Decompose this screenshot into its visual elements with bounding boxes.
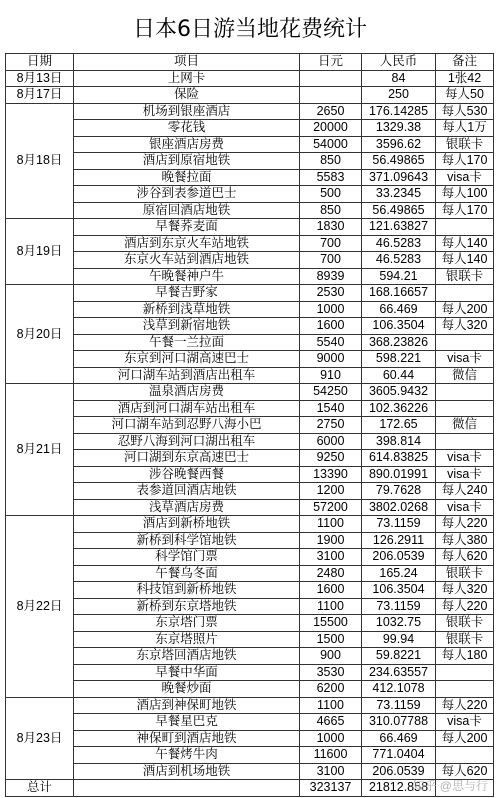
item-cell: 河口湖到东京高速巴士	[74, 450, 300, 467]
note-cell: visa卡	[436, 450, 494, 467]
cny-cell: 56.49865	[362, 153, 436, 170]
jpy-cell: 910	[300, 367, 362, 384]
jpy-cell: 15500	[300, 615, 362, 632]
item-cell: 午餐一兰拉面	[74, 334, 300, 351]
item-cell: 科技馆到新桥地铁	[74, 582, 300, 599]
note-cell: 每人50	[436, 87, 494, 104]
cny-cell: 56.49865	[362, 202, 436, 219]
jpy-cell: 54000	[300, 136, 362, 153]
jpy-cell: 9000	[300, 351, 362, 368]
table-row	[6, 648, 494, 665]
cny-cell: 106.3504	[362, 582, 436, 599]
total-item	[74, 780, 300, 797]
table-row	[6, 433, 494, 450]
jpy-cell: 1830	[300, 219, 362, 236]
note-cell: 每人380	[436, 532, 494, 549]
note-cell: 每人220	[436, 516, 494, 533]
cny-cell: 73.1159	[362, 516, 436, 533]
table-row	[6, 285, 494, 302]
cny-cell: 3605.9432	[362, 384, 436, 401]
cny-cell: 165.24	[362, 565, 436, 582]
expense-table	[5, 53, 494, 797]
cny-cell: 3596.62	[362, 136, 436, 153]
jpy-cell: 5540	[300, 334, 362, 351]
jpy-cell: 1600	[300, 582, 362, 599]
cny-cell: 310.07788	[362, 714, 436, 731]
header-date: 日期	[6, 54, 74, 71]
jpy-cell: 2650	[300, 103, 362, 120]
note-cell: 每人320	[436, 582, 494, 599]
item-cell: 早餐星巴克	[74, 714, 300, 731]
note-cell	[436, 400, 494, 417]
item-cell: 河口湖车站到忍野八海小巴	[74, 417, 300, 434]
item-cell: 原宿回酒店地铁	[74, 202, 300, 219]
item-cell: 早餐吉野家	[74, 285, 300, 302]
table-row	[6, 417, 494, 434]
jpy-cell: 2530	[300, 285, 362, 302]
note-cell: 每人200	[436, 301, 494, 318]
note-cell: 每人1万	[436, 120, 494, 137]
expense-rows	[6, 70, 494, 780]
table-row	[6, 565, 494, 582]
note-cell: 每人220	[436, 697, 494, 714]
table-row	[6, 697, 494, 714]
item-cell: 涉谷晚餐西餐	[74, 466, 300, 483]
table-row	[6, 334, 494, 351]
table-row	[6, 103, 494, 120]
cny-cell: 33.2345	[362, 186, 436, 203]
item-cell: 浅草到新宿地铁	[74, 318, 300, 335]
item-cell: 科学馆门票	[74, 549, 300, 566]
cny-cell: 594.21	[362, 268, 436, 285]
jpy-cell: 850	[300, 202, 362, 219]
table-row	[6, 367, 494, 384]
cny-cell: 1032.75	[362, 615, 436, 632]
item-cell: 上网卡	[74, 70, 300, 87]
cny-cell: 59.8221	[362, 648, 436, 665]
item-cell: 早餐中华面	[74, 664, 300, 681]
date-cell: 8月17日	[6, 87, 74, 104]
note-cell: 每人320	[436, 318, 494, 335]
table-row	[6, 549, 494, 566]
table-row	[6, 301, 494, 318]
jpy-cell: 8939	[300, 268, 362, 285]
note-cell: 银联卡	[436, 136, 494, 153]
item-cell: 晚餐炒面	[74, 681, 300, 698]
note-cell: 每人220	[436, 598, 494, 615]
cny-cell: 106.3504	[362, 318, 436, 335]
watermark: 知乎 @思与行	[412, 779, 488, 793]
table-row	[6, 615, 494, 632]
item-cell: 东京到河口湖高速巴士	[74, 351, 300, 368]
item-cell: 新桥到东京塔地铁	[74, 598, 300, 615]
note-cell: 银联卡	[436, 565, 494, 582]
note-cell: visa卡	[436, 714, 494, 731]
jpy-cell: 3530	[300, 664, 362, 681]
jpy-cell: 1000	[300, 301, 362, 318]
cny-cell: 79.7628	[362, 483, 436, 500]
table-row	[6, 631, 494, 648]
jpy-cell: 13390	[300, 466, 362, 483]
cny-cell: 398.814	[362, 433, 436, 450]
date-cell: 8月23日	[6, 697, 74, 780]
item-cell: 早餐荞麦面	[74, 219, 300, 236]
note-cell	[436, 334, 494, 351]
note-cell: 每人620	[436, 549, 494, 566]
cny-cell: 1329.38	[362, 120, 436, 137]
item-cell: 午餐烤牛肉	[74, 747, 300, 764]
note-cell: 银联卡	[436, 615, 494, 632]
jpy-cell: 1600	[300, 318, 362, 335]
jpy-cell: 20000	[300, 120, 362, 137]
jpy-cell: 1100	[300, 598, 362, 615]
item-cell: 温泉酒店房费	[74, 384, 300, 401]
jpy-cell: 1540	[300, 400, 362, 417]
date-cell: 8月18日	[6, 103, 74, 219]
item-cell: 忍野八海到河口湖出租车	[74, 433, 300, 450]
jpy-cell: 700	[300, 252, 362, 269]
note-cell	[436, 681, 494, 698]
cny-cell: 176.14285	[362, 103, 436, 120]
jpy-cell: 1900	[300, 532, 362, 549]
total-label: 总计	[6, 780, 74, 797]
cny-cell: 172.65	[362, 417, 436, 434]
jpy-cell: 6200	[300, 681, 362, 698]
note-cell: 每人200	[436, 730, 494, 747]
cny-cell: 614.83825	[362, 450, 436, 467]
note-cell	[436, 747, 494, 764]
header-item: 项目	[74, 54, 300, 71]
item-cell: 晚餐拉面	[74, 169, 300, 186]
date-cell: 8月21日	[6, 384, 74, 516]
note-cell	[436, 433, 494, 450]
item-cell: 神保町到酒店地铁	[74, 730, 300, 747]
table-row	[6, 268, 494, 285]
jpy-cell: 500	[300, 186, 362, 203]
table-row	[6, 582, 494, 599]
header-cny: 人民币	[362, 54, 436, 71]
jpy-cell: 850	[300, 153, 362, 170]
table-row	[6, 384, 494, 401]
jpy-cell: 57200	[300, 499, 362, 516]
table-row	[6, 252, 494, 269]
cny-cell: 368.23826	[362, 334, 436, 351]
item-cell: 浅草酒店房费	[74, 499, 300, 516]
note-cell: 每人140	[436, 252, 494, 269]
jpy-cell: 11600	[300, 747, 362, 764]
note-cell: visa卡	[436, 466, 494, 483]
table-row	[6, 714, 494, 731]
table-row	[6, 450, 494, 467]
cny-cell: 66.469	[362, 301, 436, 318]
jpy-cell: 2750	[300, 417, 362, 434]
cny-cell: 206.0539	[362, 763, 436, 780]
table-row	[6, 153, 494, 170]
item-cell: 河口湖车站到酒店出租车	[74, 367, 300, 384]
cny-cell: 46.5283	[362, 252, 436, 269]
jpy-cell: 1100	[300, 697, 362, 714]
cny-cell: 73.1159	[362, 598, 436, 615]
note-cell: 微信	[436, 417, 494, 434]
item-cell: 酒店到河口湖车站出租车	[74, 400, 300, 417]
table-row	[6, 202, 494, 219]
note-cell: visa卡	[436, 351, 494, 368]
note-cell: 微信	[436, 367, 494, 384]
cny-cell: 73.1159	[362, 697, 436, 714]
note-cell: 银联卡	[436, 268, 494, 285]
item-cell: 银座酒店房费	[74, 136, 300, 153]
note-cell: 每人620	[436, 763, 494, 780]
item-cell: 东京塔门票	[74, 615, 300, 632]
item-cell: 东京塔回酒店地铁	[74, 648, 300, 665]
jpy-cell: 700	[300, 235, 362, 252]
table-row	[6, 400, 494, 417]
cny-cell: 598.221	[362, 351, 436, 368]
table-row	[6, 466, 494, 483]
table-row	[6, 483, 494, 500]
cny-cell: 84	[362, 70, 436, 87]
jpy-cell: 6000	[300, 433, 362, 450]
table-row	[6, 136, 494, 153]
jpy-cell: 2480	[300, 565, 362, 582]
item-cell: 新桥到浅草地铁	[74, 301, 300, 318]
table-row	[6, 87, 494, 104]
note-cell: 每人140	[436, 235, 494, 252]
note-cell: 银联卡	[436, 631, 494, 648]
jpy-cell	[300, 70, 362, 87]
jpy-cell: 900	[300, 648, 362, 665]
total-cny: 21812.858	[362, 780, 436, 797]
note-cell: 每人240	[436, 483, 494, 500]
note-cell: visa卡	[436, 169, 494, 186]
table-row	[6, 219, 494, 236]
item-cell: 酒店到神保町地铁	[74, 697, 300, 714]
note-cell: visa卡	[436, 499, 494, 516]
date-cell: 8月22日	[6, 516, 74, 698]
cny-cell: 99.94	[362, 631, 436, 648]
table-row	[6, 235, 494, 252]
item-cell: 东京火车站到酒店地铁	[74, 252, 300, 269]
table-row	[6, 730, 494, 747]
table-row	[6, 499, 494, 516]
table-row	[6, 318, 494, 335]
date-cell: 8月20日	[6, 285, 74, 384]
jpy-cell: 1100	[300, 516, 362, 533]
jpy-cell: 4665	[300, 714, 362, 731]
item-cell: 零花钱	[74, 120, 300, 137]
jpy-cell: 9250	[300, 450, 362, 467]
cny-cell: 66.469	[362, 730, 436, 747]
jpy-cell: 3100	[300, 763, 362, 780]
cny-cell: 250	[362, 87, 436, 104]
item-cell: 酒店到机场地铁	[74, 763, 300, 780]
item-cell: 酒店到原宿地铁	[74, 153, 300, 170]
note-cell: 1张42	[436, 70, 494, 87]
cny-cell: 771.0404	[362, 747, 436, 764]
jpy-cell: 1200	[300, 483, 362, 500]
note-cell	[436, 285, 494, 302]
item-cell: 保险	[74, 87, 300, 104]
jpy-cell	[300, 87, 362, 104]
cny-cell: 121.63827	[362, 219, 436, 236]
table-row	[6, 186, 494, 203]
note-cell	[436, 219, 494, 236]
cny-cell: 46.5283	[362, 235, 436, 252]
jpy-cell: 5583	[300, 169, 362, 186]
table-row	[6, 532, 494, 549]
cny-cell: 890.01991	[362, 466, 436, 483]
page-title: 日本6日游当地花费统计	[133, 17, 367, 42]
item-cell: 新桥到科学馆地铁	[74, 532, 300, 549]
jpy-cell: 1000	[300, 730, 362, 747]
note-cell: 每人180	[436, 648, 494, 665]
table-row	[6, 120, 494, 137]
jpy-cell: 1500	[300, 631, 362, 648]
item-cell: 午餐乌冬面	[74, 565, 300, 582]
date-cell: 8月13日	[6, 70, 74, 87]
cny-cell: 3802.0268	[362, 499, 436, 516]
table-row	[6, 516, 494, 533]
cny-cell: 206.0539	[362, 549, 436, 566]
item-cell: 酒店到东京火车站地铁	[74, 235, 300, 252]
note-cell: 每人170	[436, 153, 494, 170]
total-jpy: 323137	[300, 780, 362, 797]
item-cell: 东京塔照片	[74, 631, 300, 648]
note-cell: 每人100	[436, 186, 494, 203]
table-row	[6, 70, 494, 87]
table-row	[6, 681, 494, 698]
table-row	[6, 169, 494, 186]
item-cell: 午晚餐神户牛	[74, 268, 300, 285]
note-cell: 每人530	[436, 103, 494, 120]
cny-cell: 60.44	[362, 367, 436, 384]
note-cell	[436, 664, 494, 681]
table-row	[6, 747, 494, 764]
header-jpy: 日元	[300, 54, 362, 71]
note-cell	[436, 384, 494, 401]
table-row	[6, 351, 494, 368]
note-cell: 每人170	[436, 202, 494, 219]
jpy-cell: 3100	[300, 549, 362, 566]
item-cell: 酒店到新桥地铁	[74, 516, 300, 533]
table-row	[6, 598, 494, 615]
cny-cell: 102.36226	[362, 400, 436, 417]
cny-cell: 412.1078	[362, 681, 436, 698]
cny-cell: 234.63557	[362, 664, 436, 681]
jpy-cell: 54250	[300, 384, 362, 401]
item-cell: 表参道回酒店地铁	[74, 483, 300, 500]
cny-cell: 168.16657	[362, 285, 436, 302]
item-cell: 涉谷到表参道巴士	[74, 186, 300, 203]
header-row	[6, 54, 494, 71]
cny-cell: 126.2911	[362, 532, 436, 549]
item-cell: 机场到银座酒店	[74, 103, 300, 120]
table-row	[6, 664, 494, 681]
date-cell: 8月19日	[6, 219, 74, 285]
cny-cell: 371.09643	[362, 169, 436, 186]
header-note: 备注	[436, 54, 494, 71]
